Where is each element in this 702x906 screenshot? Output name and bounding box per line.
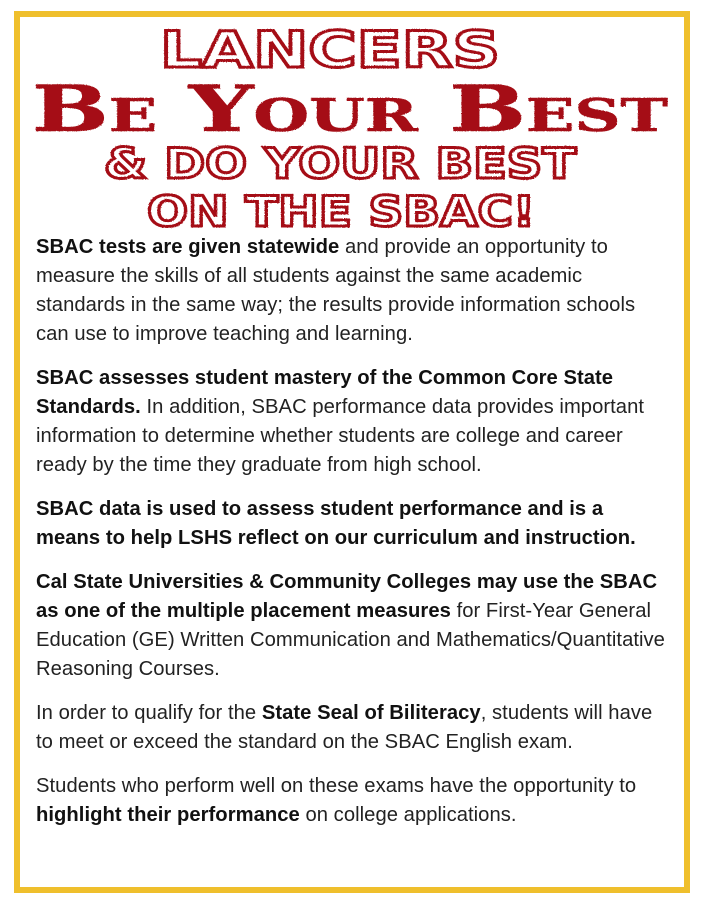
paragraph-college-applications: Students who perform well on these exams have the opportunity to highlight their performance on college applications. xyxy=(36,775,637,826)
flyer-title xyxy=(0,0,702,235)
paragraph-placement: Cal State Universities & Community Colleges may use the SBAC as one of the multiple placement measures for First-Year General Education (GE) Written Communication and Mathematics/Quantitative Reasoning Courses. xyxy=(36,571,665,680)
paragraph-data-use: SBAC data is used to assess student performance and is a means to help LSHS reflect on our curriculum and instruction. xyxy=(36,498,636,549)
title-line-be-your-best: Be Your Best xyxy=(32,72,669,147)
paragraph-statewide: SBAC tests are given statewide and provide an opportunity to measure the skills of all students against the same academic standards in the same way; the results provide information schools can use to improve teaching and learning. xyxy=(36,236,636,345)
title-line-on-the-sbac: ON THE SBAC! xyxy=(147,187,535,235)
paragraph-seal-of-biliteracy: In order to qualify for the State Seal of Biliteracy, students will have to meet or exceed the standard on the SBAC English exam. xyxy=(36,702,653,753)
title-line-lancers: LANCERS xyxy=(160,21,500,79)
paragraph-mastery: SBAC assesses student mastery of the Common Core State Standards. In addition, SBAC performance data provides important information to determine whether students are college and career ready by the time they graduate from high school. xyxy=(36,367,645,476)
title-line-do-your-best: & DO YOUR BEST xyxy=(104,139,577,188)
flyer-body xyxy=(36,233,666,845)
